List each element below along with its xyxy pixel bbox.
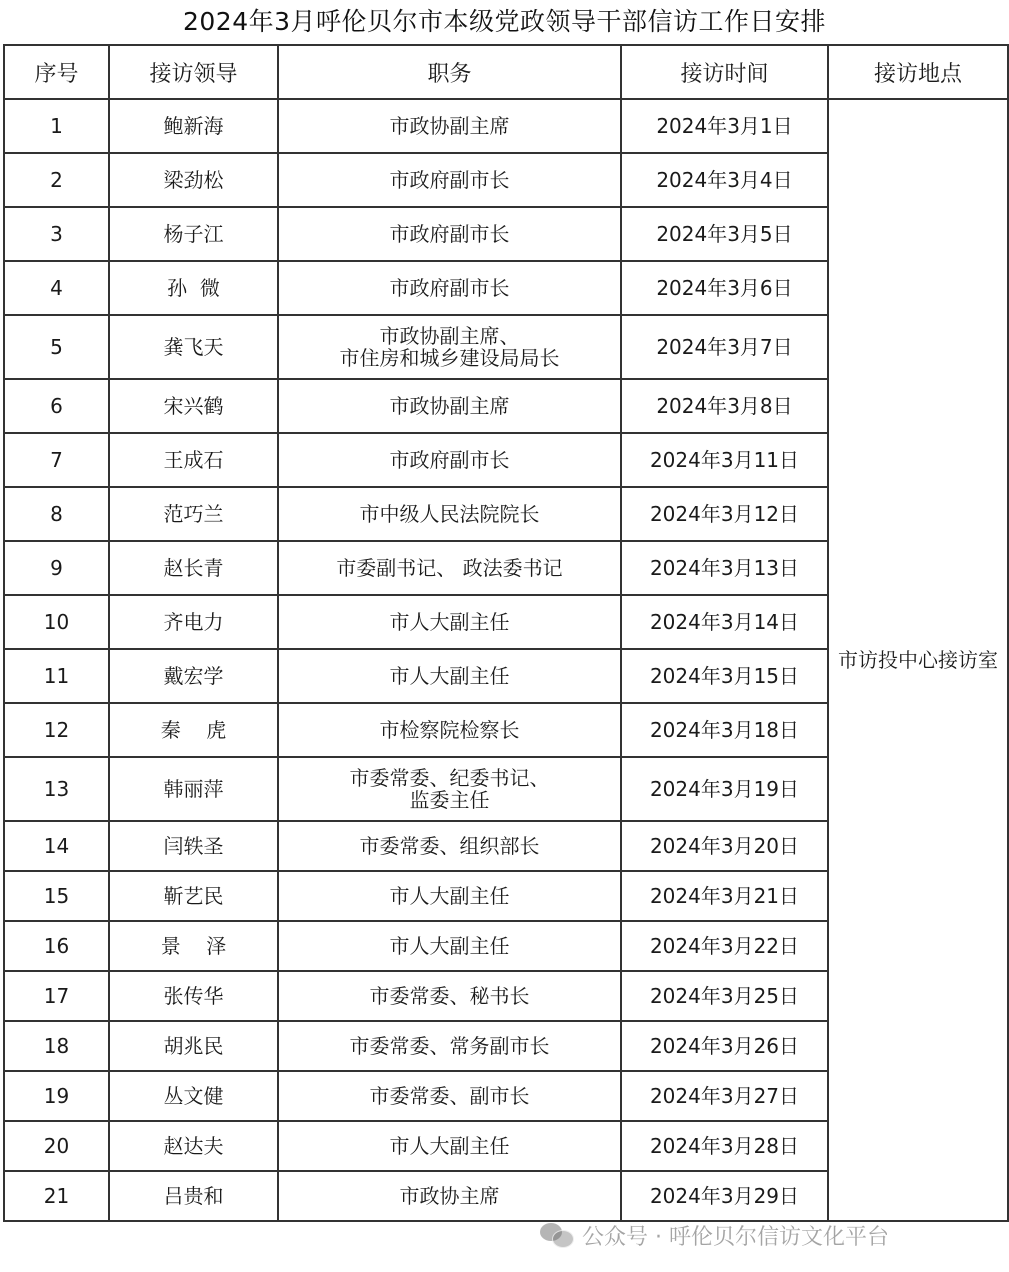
cell-leader: 杨子江 [109,207,278,261]
position-line: 市政府副市长 [389,222,510,246]
cell-position [278,649,621,703]
cell-position [278,207,621,261]
cell-leader: 齐电力 [109,595,278,649]
cell-leader: 韩丽萍 [109,757,278,821]
watermark [540,1218,990,1252]
cell-position [278,261,621,315]
cell-date: 2024年3月28日 [621,1121,828,1171]
cell-serial-number: 17 [4,971,109,1021]
cell-date: 2024年3月5日 [621,207,828,261]
position-line: 市委副书记、 政法委书记 [336,556,563,580]
cell-date: 2024年3月11日 [621,433,828,487]
cell-serial-number: 6 [4,379,109,433]
cell-leader: 胡兆民 [109,1021,278,1071]
cell-serial-number: 16 [4,921,109,971]
position-line: 市人大副主任 [389,934,510,958]
cell-serial-number: 10 [4,595,109,649]
cell-leader: 王成石 [109,433,278,487]
cell-date: 2024年3月27日 [621,1071,828,1121]
cell-serial-number: 21 [4,1171,109,1221]
position-line: 市委常委、常务副市长 [349,1034,550,1058]
cell-leader: 靳艺民 [109,871,278,921]
cell-serial-number: 5 [4,315,109,379]
cell-leader: 赵长青 [109,541,278,595]
cell-leader: 梁劲松 [109,153,278,207]
position-line: 市政府副市长 [389,448,510,472]
schedule-table [3,44,1009,1222]
cell-leader: 秦 虎 [109,703,278,757]
table-row [4,99,1008,153]
cell-date: 2024年3月22日 [621,921,828,971]
page-title: 2024年3月呼伦贝尔市本级党政领导干部信访工作日安排 [182,7,827,36]
position-line: 监委主任 [409,788,490,812]
cell-position [278,971,621,1021]
cell-position [278,595,621,649]
cell-position [278,541,621,595]
cell-date: 2024年3月12日 [621,487,828,541]
cell-date: 2024年3月1日 [621,99,828,153]
cell-leader: 张传华 [109,971,278,1021]
cell-date: 2024年3月15日 [621,649,828,703]
cell-serial-number: 1 [4,99,109,153]
cell-position [278,315,621,379]
cell-serial-number: 12 [4,703,109,757]
cell-date: 2024年3月13日 [621,541,828,595]
cell-position [278,1071,621,1121]
position-line: 市委常委、副市长 [369,1084,530,1108]
cell-leader: 赵达夫 [109,1121,278,1171]
position-line: 市政协副主席 [389,394,510,418]
cell-date: 2024年3月4日 [621,153,828,207]
cell-date: 2024年3月26日 [621,1021,828,1071]
cell-position [278,703,621,757]
cell-date: 2024年3月18日 [621,703,828,757]
table-header-row [4,45,1008,99]
cell-position [278,821,621,871]
position-line: 市人大副主任 [389,664,510,688]
cell-leader: 闫轶圣 [109,821,278,871]
cell-leader: 戴宏学 [109,649,278,703]
cell-date: 2024年3月6日 [621,261,828,315]
cell-date: 2024年3月19日 [621,757,828,821]
position-line: 市政协副主席、 [379,324,520,348]
cell-serial-number: 19 [4,1071,109,1121]
cell-date: 2024年3月25日 [621,971,828,1021]
position-line: 市人大副主任 [389,1134,510,1158]
cell-position [278,921,621,971]
position-line: 市检察院检察长 [379,718,520,742]
position-line: 市委常委、纪委书记、 [349,766,550,790]
cell-position [278,153,621,207]
header-location: 接访地点 [828,45,1008,99]
cell-date: 2024年3月21日 [621,871,828,921]
header-serial-number: 序号 [4,45,109,99]
cell-serial-number: 20 [4,1121,109,1171]
position-line: 市政协主席 [399,1184,500,1208]
position-line: 市委常委、秘书长 [369,984,530,1008]
watermark-text: 公众号 · 呼伦贝尔信访文化平台 [582,1224,889,1250]
position-line: 市政府副市长 [389,276,510,300]
cell-leader: 孙 微 [109,261,278,315]
cell-serial-number: 18 [4,1021,109,1071]
cell-serial-number: 7 [4,433,109,487]
cell-position [278,757,621,821]
cell-leader: 宋兴鹤 [109,379,278,433]
cell-date: 2024年3月14日 [621,595,828,649]
position-line: 市委常委、组织部长 [359,834,540,858]
table-body [4,99,1008,1221]
position-line: 市人大副主任 [389,610,510,634]
cell-position [278,1171,621,1221]
cell-date: 2024年3月20日 [621,821,828,871]
cell-position [278,433,621,487]
position-line: 市住房和城乡建设局局长 [339,346,560,370]
position-line: 市政府副市长 [389,168,510,192]
header-leader: 接访领导 [109,45,278,99]
cell-position [278,1121,621,1171]
header-position: 职务 [278,45,621,99]
cell-serial-number: 11 [4,649,109,703]
position-line: 市政协副主席 [389,114,510,138]
cell-leader: 丛文健 [109,1071,278,1121]
cell-date: 2024年3月8日 [621,379,828,433]
cell-serial-number: 3 [4,207,109,261]
cell-position [278,99,621,153]
cell-serial-number: 14 [4,821,109,871]
cell-serial-number: 4 [4,261,109,315]
position-line: 市人大副主任 [389,884,510,908]
position-line: 市中级人民法院院长 [359,502,540,526]
cell-position [278,379,621,433]
header-date: 接访时间 [621,45,828,99]
cell-position [278,487,621,541]
cell-leader: 范巧兰 [109,487,278,541]
cell-leader: 景 泽 [109,921,278,971]
cell-leader: 鲍新海 [109,99,278,153]
cell-date: 2024年3月29日 [621,1171,828,1221]
cell-date: 2024年3月7日 [621,315,828,379]
cell-serial-number: 13 [4,757,109,821]
wechat-icon [540,1221,574,1249]
cell-serial-number: 8 [4,487,109,541]
cell-location: 市访投中心接访室 [828,99,1008,1221]
cell-leader: 吕贵和 [109,1171,278,1221]
cell-serial-number: 9 [4,541,109,595]
cell-serial-number: 15 [4,871,109,921]
cell-leader: 龚飞天 [109,315,278,379]
cell-position [278,1021,621,1071]
cell-position [278,871,621,921]
cell-serial-number: 2 [4,153,109,207]
